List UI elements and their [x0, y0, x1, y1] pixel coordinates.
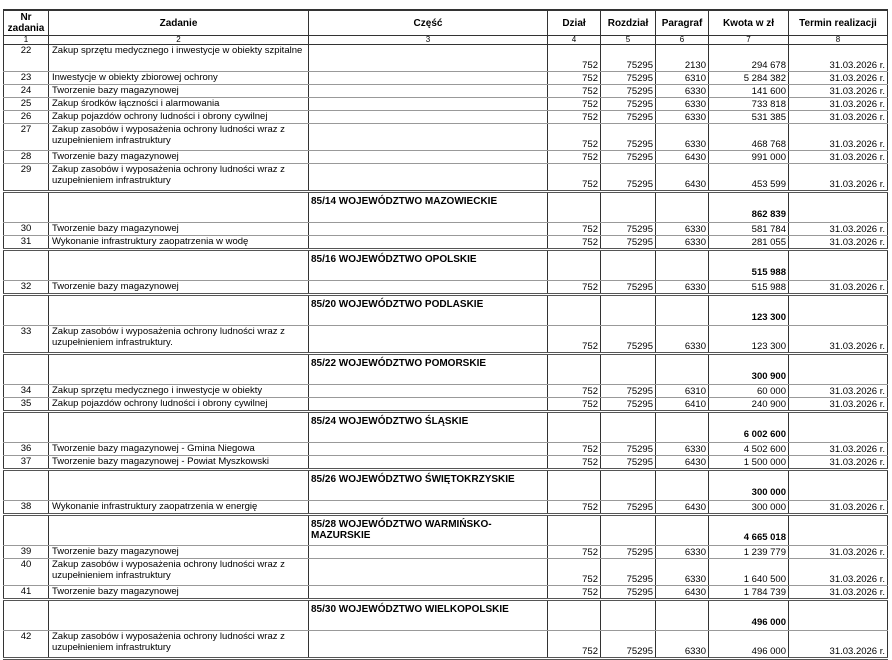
task-name: Zakup zasobów i wyposażenia ochrony ludności wraz z uzupełnieniem infrastruktury.: [49, 326, 309, 354]
table-row: [4, 456, 888, 470]
section-dzial-cell: [548, 250, 601, 281]
deadline-value: 31.03.2026 r.: [789, 164, 888, 192]
task-name: Tworzenie bazy magazynowej: [49, 151, 309, 164]
section-dzial-cell: [548, 295, 601, 326]
amount-value: 991 000: [709, 151, 789, 164]
table-row: [4, 398, 888, 412]
deadline-value: 31.03.2026 r.: [789, 456, 888, 470]
task-number: 28: [4, 151, 49, 164]
amount-value: 240 900: [709, 398, 789, 412]
dzial-value: 752: [548, 124, 601, 151]
deadline-value: 31.03.2026 r.: [789, 72, 888, 85]
section-dzial-cell: [548, 354, 601, 385]
section-header-row: [4, 192, 888, 223]
task-name: Zakup pojazdów ochrony ludności i obrony cywilnej: [49, 398, 309, 412]
section-paragraf-cell: [656, 470, 709, 501]
table-row: [4, 111, 888, 124]
section-voivodeship-title: 85/30 WOJEWÓDZTWO WIELKOPOLSKIE: [309, 600, 548, 631]
task-name: Zakup zasobów i wyposażenia ochrony ludności wraz z uzupełnieniem infrastruktury: [49, 124, 309, 151]
deadline-value: 31.03.2026 r.: [789, 281, 888, 295]
section-termin-cell: [789, 192, 888, 223]
index-cell: 7: [709, 36, 789, 45]
amount-value: 281 055: [709, 236, 789, 250]
task-name: Tworzenie bazy magazynowej: [49, 85, 309, 98]
table-row: [4, 586, 888, 600]
section-rozdzial-cell: [601, 515, 656, 546]
amount-value: 1 784 739: [709, 586, 789, 600]
task-number: 22: [4, 45, 49, 72]
section-nr-cell: [4, 412, 49, 443]
rozdzial-value: 75295: [601, 85, 656, 98]
section-rozdzial-cell: [601, 354, 656, 385]
section-voivodeship-title: 85/28 WOJEWÓDZTWO WARMIŃSKO-MAZURSKIE: [309, 515, 548, 546]
rozdzial-value: 75295: [601, 151, 656, 164]
section-header-row: [4, 354, 888, 385]
section-paragraf-cell: [656, 354, 709, 385]
paragraf-value: 6330: [656, 111, 709, 124]
section-dzial-cell: [548, 192, 601, 223]
paragraf-value: 6330: [656, 559, 709, 586]
dzial-value: 752: [548, 45, 601, 72]
amount-value: 515 988: [709, 281, 789, 295]
section-task-cell: [49, 250, 309, 281]
section-nr-cell: [4, 295, 49, 326]
section-rozdzial-cell: [601, 600, 656, 631]
paragraf-value: 6330: [656, 236, 709, 250]
paragraf-value: 6330: [656, 281, 709, 295]
dzial-value: 752: [548, 631, 601, 659]
budget-table: [3, 9, 888, 660]
task-name: Zakup sprzętu medycznego i inwestycje w obiekty szpitalne: [49, 45, 309, 72]
paragraf-value: 6310: [656, 72, 709, 85]
part-cell: [309, 223, 548, 236]
task-number: 25: [4, 98, 49, 111]
table-row: [4, 124, 888, 151]
table-row: [4, 236, 888, 250]
section-task-cell: [49, 412, 309, 443]
section-termin-cell: [789, 412, 888, 443]
amount-value: 294 678: [709, 45, 789, 72]
amount-value: 1 640 500: [709, 559, 789, 586]
task-name: Zakup środków łączności i alarmowania: [49, 98, 309, 111]
dzial-value: 752: [548, 385, 601, 398]
rozdzial-value: 75295: [601, 443, 656, 456]
table-row: [4, 98, 888, 111]
task-number: 39: [4, 546, 49, 559]
section-total-amount: 300 000: [709, 470, 789, 501]
section-total-amount: 6 002 600: [709, 412, 789, 443]
rozdzial-value: 75295: [601, 223, 656, 236]
index-cell: 5: [601, 36, 656, 45]
section-termin-cell: [789, 354, 888, 385]
part-cell: [309, 124, 548, 151]
part-cell: [309, 111, 548, 124]
rozdzial-value: 75295: [601, 398, 656, 412]
section-paragraf-cell: [656, 600, 709, 631]
paragraf-value: 6430: [656, 501, 709, 515]
dzial-value: 752: [548, 111, 601, 124]
section-termin-cell: [789, 470, 888, 501]
paragraf-value: 6430: [656, 164, 709, 192]
section-dzial-cell: [548, 470, 601, 501]
task-number: 33: [4, 326, 49, 354]
paragraf-value: 6330: [656, 443, 709, 456]
dzial-value: 752: [548, 85, 601, 98]
section-voivodeship-title: 85/26 WOJEWÓDZTWO ŚWIĘTOKRZYSKIE: [309, 470, 548, 501]
paragraf-value: 6330: [656, 326, 709, 354]
table-row: [4, 85, 888, 98]
index-cell: 3: [309, 36, 548, 45]
rozdzial-value: 75295: [601, 631, 656, 659]
dzial-value: 752: [548, 98, 601, 111]
paragraf-value: 6330: [656, 631, 709, 659]
rozdzial-value: 75295: [601, 326, 656, 354]
rozdzial-value: 75295: [601, 111, 656, 124]
amount-value: 60 000: [709, 385, 789, 398]
header-dzial: Dział: [548, 10, 601, 36]
section-voivodeship-title: 85/16 WOJEWÓDZTWO OPOLSKIE: [309, 250, 548, 281]
task-number: 37: [4, 456, 49, 470]
rozdzial-value: 75295: [601, 72, 656, 85]
dzial-value: 752: [548, 223, 601, 236]
part-cell: [309, 98, 548, 111]
section-dzial-cell: [548, 515, 601, 546]
amount-value: 1 239 779: [709, 546, 789, 559]
amount-value: 581 784: [709, 223, 789, 236]
rozdzial-value: 75295: [601, 501, 656, 515]
table-row: [4, 72, 888, 85]
section-voivodeship-title: 85/22 WOJEWÓDZTWO POMORSKIE: [309, 354, 548, 385]
section-nr-cell: [4, 192, 49, 223]
amount-value: 141 600: [709, 85, 789, 98]
task-number: 29: [4, 164, 49, 192]
dzial-value: 752: [548, 456, 601, 470]
dzial-value: 752: [548, 586, 601, 600]
amount-value: 300 000: [709, 501, 789, 515]
index-cell: 8: [789, 36, 888, 45]
task-number: 24: [4, 85, 49, 98]
deadline-value: 31.03.2026 r.: [789, 124, 888, 151]
section-task-cell: [49, 354, 309, 385]
part-cell: [309, 631, 548, 659]
index-cell: 2: [49, 36, 309, 45]
table-row: [4, 164, 888, 192]
task-number: 35: [4, 398, 49, 412]
deadline-value: 31.03.2026 r.: [789, 45, 888, 72]
index-cell: 6: [656, 36, 709, 45]
rozdzial-value: 75295: [601, 45, 656, 72]
section-total-amount: 496 000: [709, 600, 789, 631]
section-task-cell: [49, 192, 309, 223]
task-name: Tworzenie bazy magazynowej: [49, 281, 309, 295]
deadline-value: 31.03.2026 r.: [789, 98, 888, 111]
table-row: [4, 151, 888, 164]
table-row: [4, 559, 888, 586]
rozdzial-value: 75295: [601, 559, 656, 586]
section-task-cell: [49, 470, 309, 501]
amount-value: 453 599: [709, 164, 789, 192]
section-paragraf-cell: [656, 192, 709, 223]
index-cell: 4: [548, 36, 601, 45]
section-dzial-cell: [548, 600, 601, 631]
deadline-value: 31.03.2026 r.: [789, 151, 888, 164]
deadline-value: 31.03.2026 r.: [789, 385, 888, 398]
part-cell: [309, 559, 548, 586]
section-nr-cell: [4, 515, 49, 546]
header-task: Zadanie: [49, 10, 309, 36]
task-number: 40: [4, 559, 49, 586]
part-cell: [309, 281, 548, 295]
paragraf-value: 6330: [656, 546, 709, 559]
section-paragraf-cell: [656, 295, 709, 326]
section-header-row: [4, 470, 888, 501]
part-cell: [309, 151, 548, 164]
section-voivodeship-title: 85/14 WOJEWÓDZTWO MAZOWIECKIE: [309, 192, 548, 223]
task-number: 34: [4, 385, 49, 398]
deadline-value: 31.03.2026 r.: [789, 443, 888, 456]
part-cell: [309, 443, 548, 456]
header-part: Część: [309, 10, 548, 36]
dzial-value: 752: [548, 546, 601, 559]
rozdzial-value: 75295: [601, 546, 656, 559]
header-termin: Termin realizacji: [789, 10, 888, 36]
table-row: [4, 385, 888, 398]
dzial-value: 752: [548, 281, 601, 295]
section-voivodeship-title: 85/24 WOJEWÓDZTWO ŚLĄSKIE: [309, 412, 548, 443]
task-number: 32: [4, 281, 49, 295]
task-name: Zakup zasobów i wyposażenia ochrony ludności wraz z uzupełnieniem infrastruktury: [49, 164, 309, 192]
table-body: [4, 45, 888, 659]
section-header-row: [4, 295, 888, 326]
rozdzial-value: 75295: [601, 281, 656, 295]
task-name: Tworzenie bazy magazynowej: [49, 586, 309, 600]
dzial-value: 752: [548, 236, 601, 250]
task-name: Wykonanie infrastruktury zaopatrzenia w energię: [49, 501, 309, 515]
header-paragraf: Paragraf: [656, 10, 709, 36]
task-number: 27: [4, 124, 49, 151]
task-number: 36: [4, 443, 49, 456]
amount-value: 4 502 600: [709, 443, 789, 456]
deadline-value: 31.03.2026 r.: [789, 501, 888, 515]
dzial-value: 752: [548, 501, 601, 515]
section-total-amount: 300 900: [709, 354, 789, 385]
table-row: [4, 326, 888, 354]
table-row: [4, 223, 888, 236]
section-header-row: [4, 600, 888, 631]
section-voivodeship-title: 85/20 WOJEWÓDZTWO PODLASKIE: [309, 295, 548, 326]
section-header-row: [4, 250, 888, 281]
part-cell: [309, 546, 548, 559]
dzial-value: 752: [548, 398, 601, 412]
part-cell: [309, 326, 548, 354]
section-rozdzial-cell: [601, 250, 656, 281]
amount-value: 1 500 000: [709, 456, 789, 470]
table-row: [4, 631, 888, 659]
section-dzial-cell: [548, 412, 601, 443]
amount-value: 468 768: [709, 124, 789, 151]
table-row: [4, 443, 888, 456]
rozdzial-value: 75295: [601, 586, 656, 600]
deadline-value: 31.03.2026 r.: [789, 586, 888, 600]
deadline-value: 31.03.2026 r.: [789, 631, 888, 659]
paragraf-value: 6430: [656, 151, 709, 164]
task-number: 42: [4, 631, 49, 659]
section-total-amount: 515 988: [709, 250, 789, 281]
part-cell: [309, 385, 548, 398]
rozdzial-value: 75295: [601, 236, 656, 250]
dzial-value: 752: [548, 326, 601, 354]
paragraf-value: 6310: [656, 385, 709, 398]
task-number: 41: [4, 586, 49, 600]
task-name: Tworzenie bazy magazynowej - Gmina Niegowa: [49, 443, 309, 456]
section-total-amount: 123 300: [709, 295, 789, 326]
dzial-value: 752: [548, 164, 601, 192]
deadline-value: 31.03.2026 r.: [789, 326, 888, 354]
task-number: 30: [4, 223, 49, 236]
deadline-value: 31.03.2026 r.: [789, 85, 888, 98]
section-header-row: [4, 515, 888, 546]
deadline-value: 31.03.2026 r.: [789, 223, 888, 236]
paragraf-value: 6330: [656, 85, 709, 98]
rozdzial-value: 75295: [601, 164, 656, 192]
amount-value: 531 385: [709, 111, 789, 124]
column-index-row: [4, 36, 888, 45]
part-cell: [309, 398, 548, 412]
task-name: Tworzenie bazy magazynowej: [49, 223, 309, 236]
paragraf-value: 6430: [656, 456, 709, 470]
paragraf-value: 6410: [656, 398, 709, 412]
task-name: Zakup sprzętu medycznego i inwestycje w obiekty: [49, 385, 309, 398]
section-paragraf-cell: [656, 515, 709, 546]
section-nr-cell: [4, 470, 49, 501]
deadline-value: 31.03.2026 r.: [789, 236, 888, 250]
section-total-amount: 4 665 018: [709, 515, 789, 546]
task-name: Zakup pojazdów ochrony ludności i obrony cywilnej: [49, 111, 309, 124]
task-name: Tworzenie bazy magazynowej - Powiat Myszkowski: [49, 456, 309, 470]
section-task-cell: [49, 295, 309, 326]
section-rozdzial-cell: [601, 192, 656, 223]
part-cell: [309, 164, 548, 192]
section-rozdzial-cell: [601, 412, 656, 443]
amount-value: 5 284 382: [709, 72, 789, 85]
rozdzial-value: 75295: [601, 385, 656, 398]
section-rozdzial-cell: [601, 470, 656, 501]
paragraf-value: 6330: [656, 223, 709, 236]
dzial-value: 752: [548, 151, 601, 164]
paragraf-value: 6330: [656, 98, 709, 111]
section-paragraf-cell: [656, 250, 709, 281]
section-termin-cell: [789, 250, 888, 281]
part-cell: [309, 72, 548, 85]
task-name: Zakup zasobów i wyposażenia ochrony ludności wraz z uzupełnieniem infrastruktury: [49, 631, 309, 659]
rozdzial-value: 75295: [601, 456, 656, 470]
part-cell: [309, 501, 548, 515]
section-termin-cell: [789, 515, 888, 546]
table-row: [4, 501, 888, 515]
task-name: Tworzenie bazy magazynowej: [49, 546, 309, 559]
rozdzial-value: 75295: [601, 98, 656, 111]
header-rozdzial: Rozdział: [601, 10, 656, 36]
amount-value: 733 818: [709, 98, 789, 111]
section-nr-cell: [4, 354, 49, 385]
dzial-value: 752: [548, 72, 601, 85]
rozdzial-value: 75295: [601, 124, 656, 151]
section-total-amount: 862 839: [709, 192, 789, 223]
deadline-value: 31.03.2026 r.: [789, 398, 888, 412]
section-paragraf-cell: [656, 412, 709, 443]
table-row: [4, 281, 888, 295]
task-number: 31: [4, 236, 49, 250]
amount-value: 123 300: [709, 326, 789, 354]
dzial-value: 752: [548, 443, 601, 456]
part-cell: [309, 85, 548, 98]
header-nr: Nr zadania: [4, 10, 49, 36]
task-number: 38: [4, 501, 49, 515]
section-termin-cell: [789, 600, 888, 631]
section-nr-cell: [4, 250, 49, 281]
part-cell: [309, 456, 548, 470]
section-header-row: [4, 412, 888, 443]
paragraf-value: 6430: [656, 586, 709, 600]
paragraf-value: 2130: [656, 45, 709, 72]
header-kwota: Kwota w zł: [709, 10, 789, 36]
table-row: [4, 45, 888, 72]
deadline-value: 31.03.2026 r.: [789, 111, 888, 124]
header-row: [4, 10, 888, 36]
part-cell: [309, 586, 548, 600]
part-cell: [309, 45, 548, 72]
task-number: 26: [4, 111, 49, 124]
section-nr-cell: [4, 600, 49, 631]
part-cell: [309, 236, 548, 250]
deadline-value: 31.03.2026 r.: [789, 559, 888, 586]
section-rozdzial-cell: [601, 295, 656, 326]
paragraf-value: 6330: [656, 124, 709, 151]
section-task-cell: [49, 600, 309, 631]
section-termin-cell: [789, 295, 888, 326]
task-name: Zakup zasobów i wyposażenia ochrony ludności wraz z uzupełnieniem infrastruktury: [49, 559, 309, 586]
task-number: 23: [4, 72, 49, 85]
index-cell: 1: [4, 36, 49, 45]
task-name: Wykonanie infrastruktury zaopatrzenia w wodę: [49, 236, 309, 250]
dzial-value: 752: [548, 559, 601, 586]
section-task-cell: [49, 515, 309, 546]
table-row: [4, 546, 888, 559]
amount-value: 496 000: [709, 631, 789, 659]
task-name: Inwestycje w obiekty zbiorowej ochrony: [49, 72, 309, 85]
deadline-value: 31.03.2026 r.: [789, 546, 888, 559]
